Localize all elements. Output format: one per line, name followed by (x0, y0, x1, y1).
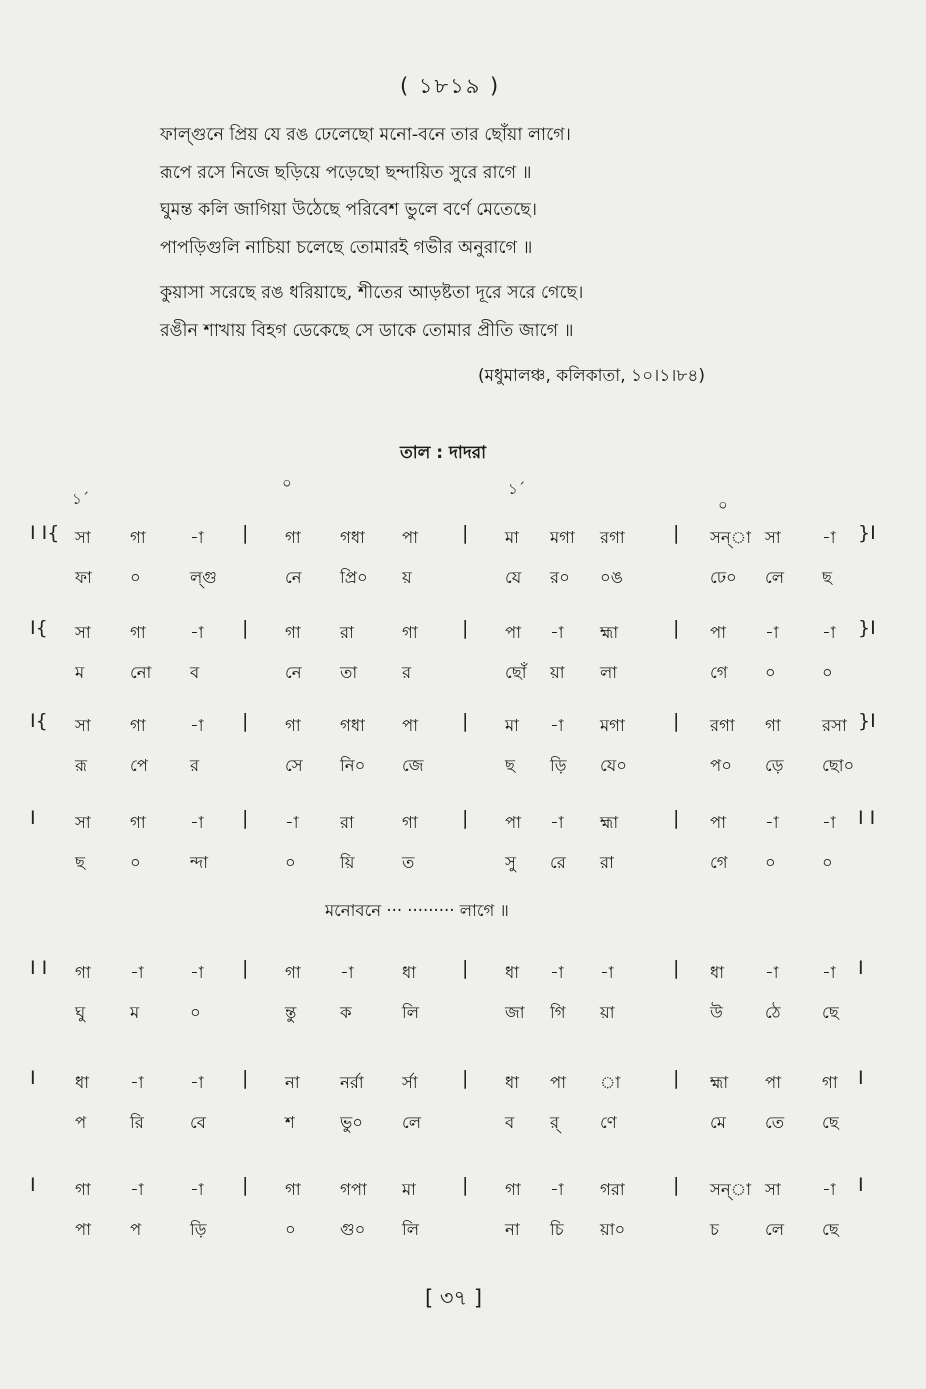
swara-note: ধা (75, 1073, 90, 1092)
row-start-bar: I (30, 1067, 36, 1089)
lyric-syllable: গে (710, 853, 728, 872)
swara-note: র্সা (402, 1073, 418, 1092)
swara-note: মগা (550, 528, 575, 547)
swara-note: -া (822, 1180, 836, 1199)
row-end-bar: I (858, 1174, 864, 1196)
swara-note: গা (402, 813, 418, 832)
year-heading: ( ১৮১৯ ) (400, 74, 501, 98)
swara-note: -া (190, 623, 204, 642)
swara-note: সন্া (710, 528, 751, 547)
beat-mark: ১´ (72, 490, 90, 508)
lyric-syllable: ০ (130, 568, 141, 587)
swara-note: গপা (340, 1180, 367, 1199)
lyric-syllable: ছো০ (822, 756, 855, 775)
row-start-bar: I I (30, 957, 48, 979)
lyric-syllable: ০ (765, 853, 776, 872)
lyric-syllable: প (130, 1220, 142, 1239)
lyric-syllable: পে (130, 756, 148, 775)
swara-note: সন্া (710, 1180, 751, 1199)
measure-bar: | (462, 957, 469, 979)
row-end-bar: I (858, 957, 864, 979)
lyric-syllable: গু০ (340, 1220, 366, 1239)
swara-note: সা (75, 623, 91, 642)
lyric-syllable: ড়ি (190, 1220, 207, 1239)
swara-note: মা (505, 716, 519, 735)
poem-source: (মধুমালঞ্চ, কলিকাতা, ১০।১।৮৪) (478, 366, 706, 386)
lyric-syllable: য়া (550, 663, 565, 682)
lyric-syllable: ব (190, 663, 200, 682)
swara-note: সা (75, 716, 91, 735)
lyric-syllable: ঘু (75, 1003, 86, 1022)
swara-note: পা (402, 528, 418, 547)
swara-note: গধা (340, 716, 365, 735)
lyric-syllable: ত (402, 853, 415, 872)
swara-note: -া (190, 716, 204, 735)
swara-note: -া (130, 1180, 144, 1199)
swara-note: -া (550, 813, 564, 832)
swara-note: হ্মা (600, 623, 619, 642)
measure-bar: | (673, 1174, 680, 1196)
row-start-bar: I (30, 807, 36, 829)
lyric-syllable: ০ (285, 853, 296, 872)
poem-line: রূপে রসে নিজে ছড়িয়ে পড়েছো ছন্দায়িত সুরে রাগে ॥ (160, 163, 532, 183)
lyric-syllable: প০ (710, 756, 732, 775)
swara-note: সা (75, 528, 91, 547)
swara-note: -া (822, 623, 836, 642)
swara-note: পা (505, 623, 521, 642)
swara-note: পা (505, 813, 521, 832)
swara-note: -া (190, 1180, 204, 1199)
row-end-bar: I (858, 1067, 864, 1089)
measure-bar: | (673, 957, 680, 979)
lyric-syllable: শ (285, 1113, 295, 1132)
swara-note: -া (550, 963, 564, 982)
swara-note: -া (822, 963, 836, 982)
lyric-syllable: য়া (600, 1003, 615, 1022)
lyric-syllable: ফা (75, 568, 92, 587)
lyric-syllable: গি (550, 1003, 566, 1022)
measure-bar: | (462, 807, 469, 829)
poem-line: রঙীন শাখায় বিহগ ডেকেছে সে ডাকে তোমার প্রীতি জাগে ॥ (160, 321, 574, 341)
measure-bar: | (462, 617, 469, 639)
lyric-syllable: লি (402, 1220, 420, 1239)
measure-bar: | (673, 522, 680, 544)
lyric-syllable: নে (285, 568, 302, 587)
lyric-syllable: যে০ (600, 756, 627, 775)
lyric-syllable: পা (75, 1220, 91, 1239)
lyric-syllable: গে (710, 663, 728, 682)
lyric-syllable: নে (285, 663, 302, 682)
swara-note: -া (190, 813, 204, 832)
beat-mark: ০ (282, 474, 292, 492)
swara-note: গা (285, 528, 301, 547)
lyric-syllable: ম (130, 1003, 140, 1022)
swara-note: হ্মা (710, 1073, 729, 1092)
lyric-syllable: ছোঁ (505, 663, 527, 682)
swara-note: না (285, 1073, 300, 1092)
lyric-syllable: ড়ি (550, 756, 567, 775)
row-start-bar: I I{ (30, 522, 60, 544)
lyric-syllable: নো (130, 663, 152, 682)
measure-bar: | (242, 957, 249, 979)
lyric-syllable: ছ (822, 568, 832, 587)
swara-note: গা (75, 963, 91, 982)
swara-note: ধা (710, 963, 725, 982)
lyric-syllable: প্রি০ (340, 568, 368, 587)
lyric-syllable: য়ি (340, 853, 355, 872)
lyric-syllable: ০ (765, 663, 776, 682)
lyric-syllable: প (75, 1113, 87, 1132)
beat-mark: ১´ (508, 480, 526, 498)
swara-note: পা (710, 623, 726, 642)
lyric-syllable: ০ (822, 853, 833, 872)
lyric-syllable: ছে (822, 1220, 839, 1239)
measure-bar: | (462, 1067, 469, 1089)
swara-note: রা (340, 813, 354, 832)
lyric-syllable: র্ (550, 1113, 560, 1132)
swara-note: -া (285, 813, 299, 832)
lyric-syllable: চ (710, 1220, 719, 1239)
row-start-bar: I{ (30, 710, 48, 732)
lyric-syllable: ক (340, 1003, 352, 1022)
swara-note: সা (75, 813, 91, 832)
lyric-syllable: ০ (822, 663, 833, 682)
lyric-syllable: য় (402, 568, 412, 587)
swara-note: -া (550, 623, 564, 642)
lyric-syllable: ছ (75, 853, 85, 872)
swara-note: গা (285, 1180, 301, 1199)
lyric-syllable: লা (600, 663, 618, 682)
lyric-syllable: সে (285, 756, 303, 775)
swara-note: নর্রা (340, 1073, 364, 1092)
swara-note: ধা (505, 963, 520, 982)
measure-bar: | (673, 710, 680, 732)
lyric-syllable: ভু০ (340, 1113, 364, 1132)
measure-bar: | (462, 1174, 469, 1196)
swara-note: রসা (822, 716, 847, 735)
swara-note: পা (402, 716, 418, 735)
swara-note: সা (765, 528, 781, 547)
lyric-syllable: ছ (505, 756, 515, 775)
row-end-bar: }I (858, 617, 876, 639)
lyric-syllable: র০ (550, 568, 570, 587)
swara-note: গা (822, 1073, 838, 1092)
measure-bar: | (673, 807, 680, 829)
row-end-bar: }I (858, 522, 876, 544)
lyric-syllable: ০ (285, 1220, 296, 1239)
lyric-syllable: জে (402, 756, 424, 775)
lyric-syllable: ০ঙ (600, 568, 623, 587)
lyric-syllable: সু (505, 853, 516, 872)
swara-note: গা (285, 623, 301, 642)
swara-note: পা (710, 813, 726, 832)
measure-bar: | (242, 1067, 249, 1089)
lyric-syllable: ন্দা (190, 853, 209, 872)
lyric-syllable: লে (765, 1220, 784, 1239)
lyric-syllable: ছে (822, 1113, 839, 1132)
swara-note: -া (190, 963, 204, 982)
swara-note: -া (130, 963, 144, 982)
lyric-syllable: ঠে (765, 1003, 781, 1022)
poem-line: ফাল্গুনে প্রিয় যে রঙ ঢেলেছো মনো-বনে তার ছোঁয়া লাগে। (160, 125, 571, 145)
lyric-syllable: ০ (130, 853, 141, 872)
swara-note: পা (550, 1073, 566, 1092)
swara-note: া (600, 1073, 621, 1092)
swara-note: গা (130, 528, 146, 547)
measure-bar: | (242, 522, 249, 544)
measure-bar: | (462, 522, 469, 544)
swara-note: -া (765, 623, 779, 642)
swara-note: হ্মা (600, 813, 619, 832)
lyric-syllable: রে (550, 853, 566, 872)
swara-note: গা (765, 716, 781, 735)
interlude-line: মনোবনে ··· ········· লাগে ॥ (325, 901, 509, 920)
swara-note: মগা (600, 716, 625, 735)
swara-note: -া (550, 716, 564, 735)
measure-bar: | (673, 617, 680, 639)
swara-note: সা (765, 1180, 781, 1199)
lyric-syllable: র (190, 756, 200, 775)
swara-note: গরা (600, 1180, 625, 1199)
lyric-syllable: য়া০ (600, 1220, 626, 1239)
swara-note: -া (130, 1073, 144, 1092)
lyric-syllable: লে (402, 1113, 421, 1132)
swara-note: -া (600, 963, 614, 982)
poem-line: কুয়াসা সরেছে রঙ ধরিয়াছে, শীতের আড়ষ্টতা দূরে সরে গেছে। (160, 283, 584, 303)
lyric-syllable: ণে (600, 1113, 617, 1132)
swara-note: গা (75, 1180, 91, 1199)
swara-note: রা (340, 623, 354, 642)
lyric-syllable: লে (765, 568, 784, 587)
row-start-bar: I (30, 1174, 36, 1196)
lyric-syllable: চি (550, 1220, 564, 1239)
swara-note: -া (190, 1073, 204, 1092)
swara-note: -া (765, 963, 779, 982)
lyric-syllable: র (402, 663, 412, 682)
lyric-syllable: ০ (190, 1003, 201, 1022)
row-end-bar: I I (858, 807, 876, 829)
swara-note: গধা (340, 528, 365, 547)
swara-note: রগা (710, 716, 735, 735)
lyric-syllable: মে (710, 1113, 726, 1132)
measure-bar: | (242, 617, 249, 639)
lyric-syllable: রূ (75, 756, 88, 775)
swara-note: গা (130, 623, 146, 642)
lyric-syllable: উ (710, 1003, 723, 1022)
lyric-syllable: না (505, 1220, 520, 1239)
lyric-syllable: ম (75, 663, 85, 682)
lyric-syllable: তা (340, 663, 358, 682)
lyric-syllable: যে (505, 568, 522, 587)
row-end-bar: }I (858, 710, 876, 732)
lyric-syllable: ছে (822, 1003, 839, 1022)
swara-note: -া (822, 528, 836, 547)
beat-mark: ০ (718, 496, 728, 514)
lyric-syllable: ঢে০ (710, 568, 737, 587)
swara-note: মা (505, 528, 519, 547)
swara-note: -া (822, 813, 836, 832)
swara-note: ধা (505, 1073, 520, 1092)
lyric-syllable: রি (130, 1113, 144, 1132)
measure-bar: | (673, 1067, 680, 1089)
swara-note: মা (402, 1180, 416, 1199)
taal-label: তাল : দাদরা (400, 443, 487, 463)
lyric-syllable: রা (600, 853, 614, 872)
measure-bar: | (242, 1174, 249, 1196)
swara-note: পা (765, 1073, 781, 1092)
row-start-bar: I{ (30, 617, 48, 639)
swara-note: গা (285, 716, 301, 735)
measure-bar: | (462, 710, 469, 732)
swara-note: -া (765, 813, 779, 832)
swara-note: রগা (600, 528, 625, 547)
lyric-syllable: ব (505, 1113, 515, 1132)
swara-note: গা (130, 813, 146, 832)
swara-note: -া (340, 963, 354, 982)
swara-note: ধা (402, 963, 417, 982)
lyric-syllable: লি (402, 1003, 420, 1022)
swara-note: গা (130, 716, 146, 735)
swara-note: গা (505, 1180, 521, 1199)
swara-note: গা (402, 623, 418, 642)
lyric-syllable: ল্গু (190, 568, 217, 587)
measure-bar: | (242, 710, 249, 732)
lyric-syllable: জা (505, 1003, 525, 1022)
lyric-syllable: বে (190, 1113, 206, 1132)
swara-note: গা (285, 963, 301, 982)
lyric-syllable: ড়ে (765, 756, 784, 775)
poem-line: পাপড়িগুলি নাচিয়া চলেছে তোমারই গভীর অনুরাগে ॥ (160, 238, 533, 258)
page-number: [ ৩৭ ] (425, 1286, 483, 1310)
swara-note: -া (550, 1180, 564, 1199)
lyric-syllable: নি০ (340, 756, 366, 775)
poem-line: ঘুমন্ত কলি জাগিয়া উঠেছে পরিবেশ ভুলে বর্ণে মেতেছে। (160, 200, 538, 220)
lyric-syllable: তে (765, 1113, 785, 1132)
lyric-syllable: ন্তু (285, 1003, 297, 1022)
swara-note: -া (190, 528, 204, 547)
measure-bar: | (242, 807, 249, 829)
